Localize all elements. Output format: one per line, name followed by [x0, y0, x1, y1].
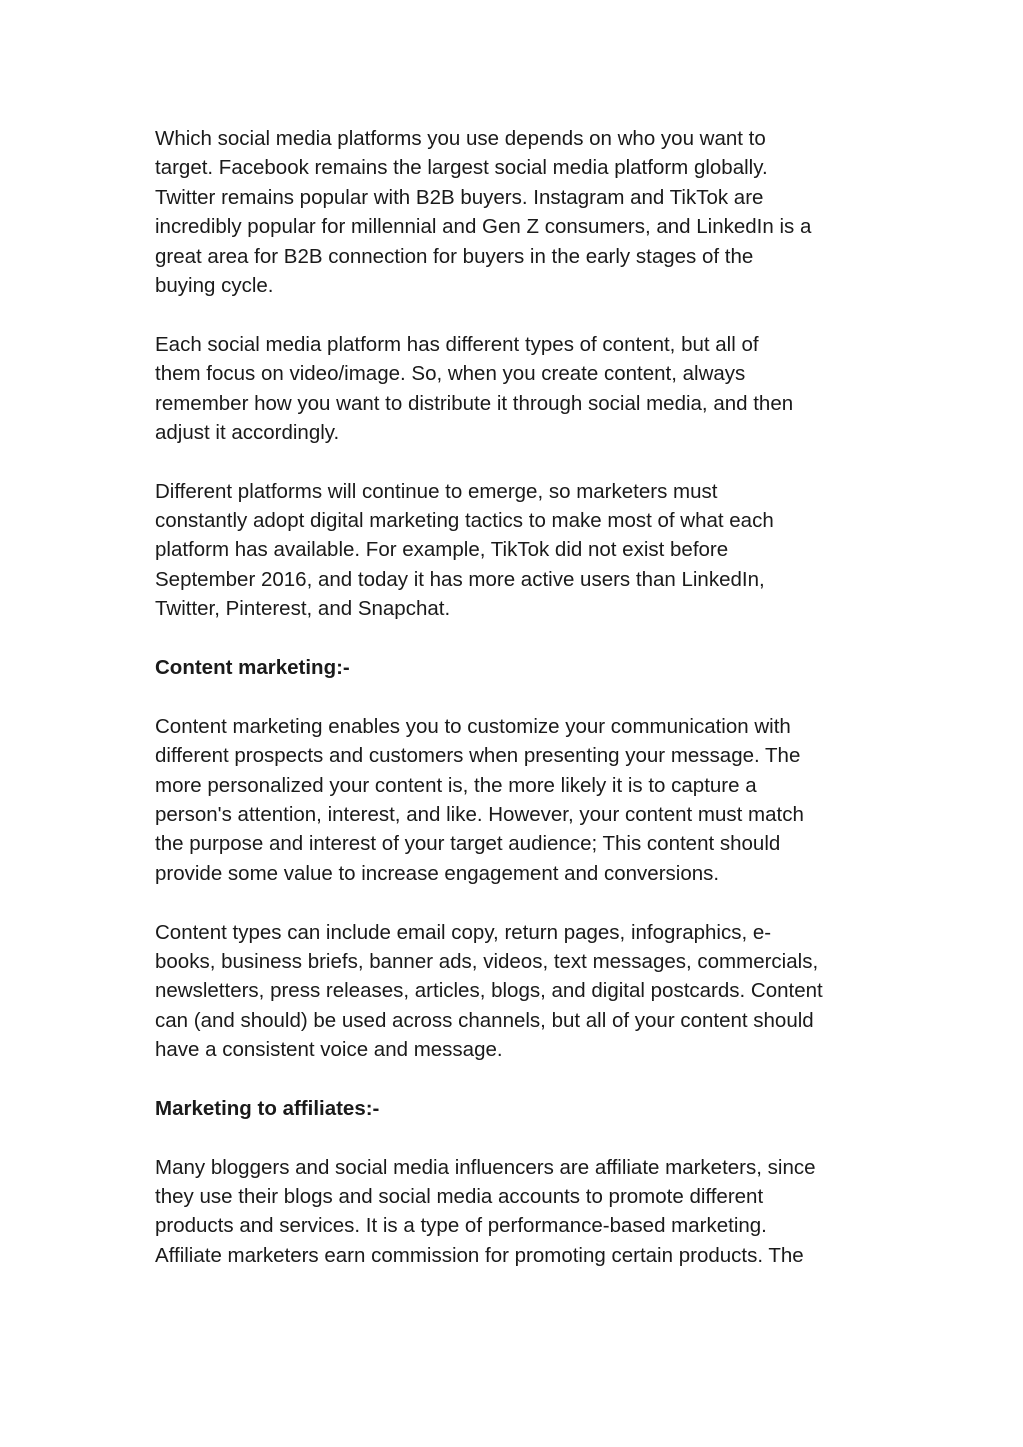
- section-heading: [155, 653, 875, 682]
- paragraph-line: Which social media platforms you use depends on who you want to: [155, 127, 766, 150]
- paragraph: [155, 712, 875, 888]
- paragraph-spacer: [155, 447, 875, 476]
- paragraph-spacer: [155, 1065, 875, 1094]
- paragraph: [155, 918, 875, 1065]
- paragraph-line: can (and should) be used across channels, but all of your content should: [155, 1008, 814, 1032]
- paragraph-line: remember how you want to distribute it through social media, and then: [155, 391, 794, 415]
- document-body: [155, 124, 875, 1270]
- paragraph-spacer: [155, 682, 875, 711]
- paragraph-line: great area for B2B connection for buyers in the early stages of the: [155, 244, 754, 268]
- paragraph: [155, 124, 875, 300]
- heading-text: Marketing to affiliates:-: [155, 1096, 380, 1120]
- paragraph: [155, 477, 875, 624]
- paragraph-line: products and services. It is a type of performance-based marketing.: [155, 1214, 767, 1238]
- paragraph-line: buying cycle.: [155, 273, 274, 297]
- section-heading: [155, 1094, 875, 1123]
- paragraph-line: incredibly popular for millennial and Gen Z consumers, and LinkedIn is a: [155, 215, 812, 239]
- paragraph-spacer: [155, 888, 875, 917]
- paragraph-line: the purpose and interest of your target audience; This content should: [155, 832, 781, 856]
- paragraph-spacer: [155, 624, 875, 653]
- paragraph-line: Affiliate marketers earn commission for promoting certain products. The: [155, 1243, 804, 1267]
- paragraph-line: constantly adopt digital marketing tactics to make most of what each: [155, 509, 774, 533]
- paragraph-spacer: [155, 1123, 875, 1152]
- paragraph-line: Content types can include email copy, return pages, infographics, e-: [155, 920, 772, 944]
- paragraph-line: more personalized your content is, the more likely it is to capture a: [155, 773, 757, 797]
- paragraph-line: Twitter remains popular with B2B buyers. Instagram and TikTok are: [155, 185, 764, 209]
- paragraph-line: different prospects and customers when presenting your message. The: [155, 744, 801, 768]
- paragraph-line: newsletters, press releases, articles, blogs, and digital postcards. Content: [155, 979, 823, 1003]
- heading-text: Content marketing:-: [155, 656, 350, 680]
- paragraph: [155, 1153, 875, 1271]
- paragraph-line: Content marketing enables you to customize your communication with: [155, 714, 791, 738]
- paragraph-spacer: [155, 300, 875, 329]
- paragraph-line: books, business briefs, banner ads, videos, text messages, commercials,: [155, 949, 819, 973]
- paragraph-line: person's attention, interest, and like. However, your content must match: [155, 802, 804, 826]
- paragraph-line: have a consistent voice and message.: [155, 1038, 503, 1062]
- paragraph: [155, 330, 875, 448]
- paragraph-line: September 2016, and today it has more active users than LinkedIn,: [155, 567, 765, 591]
- paragraph-line: Many bloggers and social media influencers are affiliate marketers, since: [155, 1155, 816, 1179]
- paragraph-line: they use their blogs and social media accounts to promote different: [155, 1185, 764, 1209]
- paragraph-line: platform has available. For example, TikTok did not exist before: [155, 538, 729, 562]
- paragraph-line: target. Facebook remains the largest social media platform globally.: [155, 156, 768, 180]
- paragraph-line: Twitter, Pinterest, and Snapchat.: [155, 597, 451, 621]
- paragraph-line: adjust it accordingly.: [155, 420, 340, 444]
- paragraph-line: Different platforms will continue to emerge, so marketers must: [155, 479, 718, 503]
- paragraph-line: Each social media platform has different types of content, but all of: [155, 332, 759, 356]
- paragraph-line: them focus on video/image. So, when you create content, always: [155, 362, 746, 386]
- paragraph-line: provide some value to increase engagement and conversions.: [155, 861, 720, 885]
